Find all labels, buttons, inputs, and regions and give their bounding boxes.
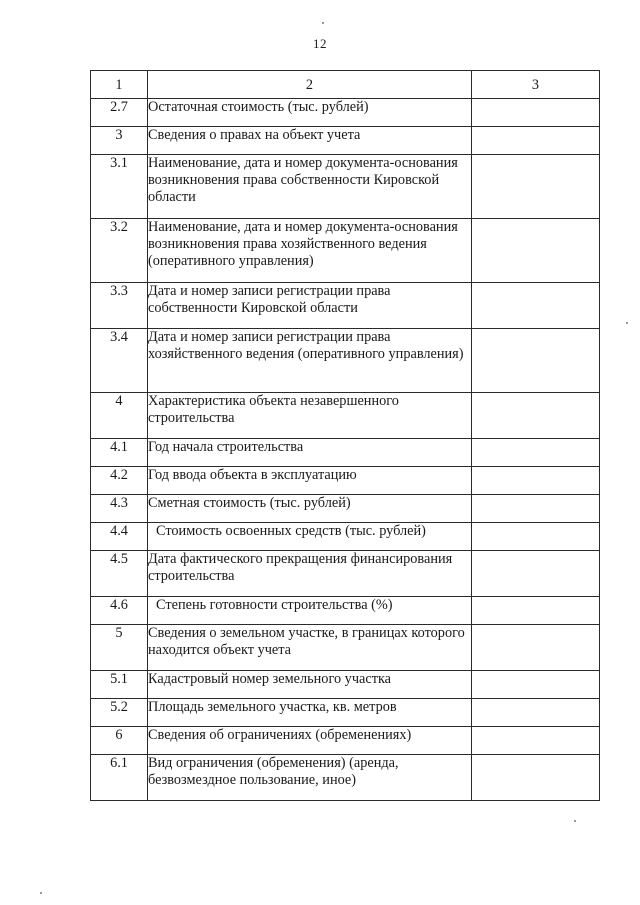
row-number: 4.2 [91,467,148,495]
table-row [91,439,600,467]
row-description: Дата фактического прекращения финансирования строительства [148,551,472,597]
table-row [91,727,600,755]
page-number: 12 [313,36,327,51]
row-number: 5.1 [91,671,148,699]
row-value-cell[interactable] [472,439,600,467]
row-value-cell[interactable] [472,155,600,219]
row-description: Год начала строительства [148,439,472,467]
row-value-cell[interactable] [472,597,600,625]
table-row [91,671,600,699]
row-number: 3.3 [91,283,148,329]
row-description: Степень готовности строительства (%) [148,597,472,625]
row-description: Стоимость освоенных средств (тыс. рублей) [148,523,472,551]
column-header-3: 3 [472,71,600,99]
row-value-cell[interactable] [472,755,600,801]
table-row [91,625,600,671]
row-description: Характеристика объекта незавершенного строительства [148,393,472,439]
row-value-cell[interactable] [472,523,600,551]
row-value-cell[interactable] [472,551,600,597]
table-row [91,283,600,329]
table-row [91,467,600,495]
row-number: 2.7 [91,99,148,127]
registry-form-table [90,70,600,801]
table-header-row [91,71,600,99]
row-number: 4 [91,393,148,439]
row-number: 4.6 [91,597,148,625]
row-number: 4.3 [91,495,148,523]
row-description: Наименование, дата и номер документа-основания возникновения права хозяйственного ведения (оперативного управления) [148,219,472,283]
table-row [91,523,600,551]
row-value-cell[interactable] [472,99,600,127]
row-description: Дата и номер записи регистрации права хозяйственного ведения (оперативного управления) [148,329,472,393]
row-value-cell[interactable] [472,127,600,155]
table-row [91,99,600,127]
row-value-cell[interactable] [472,495,600,523]
row-value-cell[interactable] [472,219,600,283]
row-number: 3.1 [91,155,148,219]
row-value-cell[interactable] [472,393,600,439]
row-number: 4.1 [91,439,148,467]
column-header-2: 2 [148,71,472,99]
row-description: Сведения о правах на объект учета [148,127,472,155]
row-number: 3.4 [91,329,148,393]
row-number: 6 [91,727,148,755]
column-header-1: 1 [91,71,148,99]
row-description: Дата и номер записи регистрации права собственности Кировской области [148,283,472,329]
table-row [91,155,600,219]
table-row [91,329,600,393]
table-row [91,219,600,283]
scan-speck [322,22,324,24]
scan-speck [574,820,576,822]
row-description: Площадь земельного участка, кв. метров [148,699,472,727]
row-number: 3 [91,127,148,155]
row-value-cell[interactable] [472,727,600,755]
row-value-cell[interactable] [472,699,600,727]
row-description: Сведения о земельном участке, в границах которого находится объект учета [148,625,472,671]
row-value-cell[interactable] [472,625,600,671]
row-number: 5 [91,625,148,671]
row-value-cell[interactable] [472,671,600,699]
row-description: Сметная стоимость (тыс. рублей) [148,495,472,523]
row-description: Вид ограничения (обременения) (аренда, безвозмездное пользование, иное) [148,755,472,801]
table-row [91,551,600,597]
table-row [91,393,600,439]
scan-speck [40,892,42,894]
table-row [91,755,600,801]
row-number: 4.4 [91,523,148,551]
row-description: Остаточная стоимость (тыс. рублей) [148,99,472,127]
row-description: Сведения об ограничениях (обременениях) [148,727,472,755]
row-description: Год ввода объекта в эксплуатацию [148,467,472,495]
row-number: 3.2 [91,219,148,283]
row-description: Наименование, дата и номер документа-основания возникновения права собственности Кировской области [148,155,472,219]
table-row [91,127,600,155]
row-number: 5.2 [91,699,148,727]
row-description: Кадастровый номер земельного участка [148,671,472,699]
row-number: 4.5 [91,551,148,597]
table-row [91,597,600,625]
scan-speck [626,322,628,324]
row-value-cell[interactable] [472,283,600,329]
table-row [91,495,600,523]
row-value-cell[interactable] [472,467,600,495]
row-number: 6.1 [91,755,148,801]
table-row [91,699,600,727]
row-value-cell[interactable] [472,329,600,393]
